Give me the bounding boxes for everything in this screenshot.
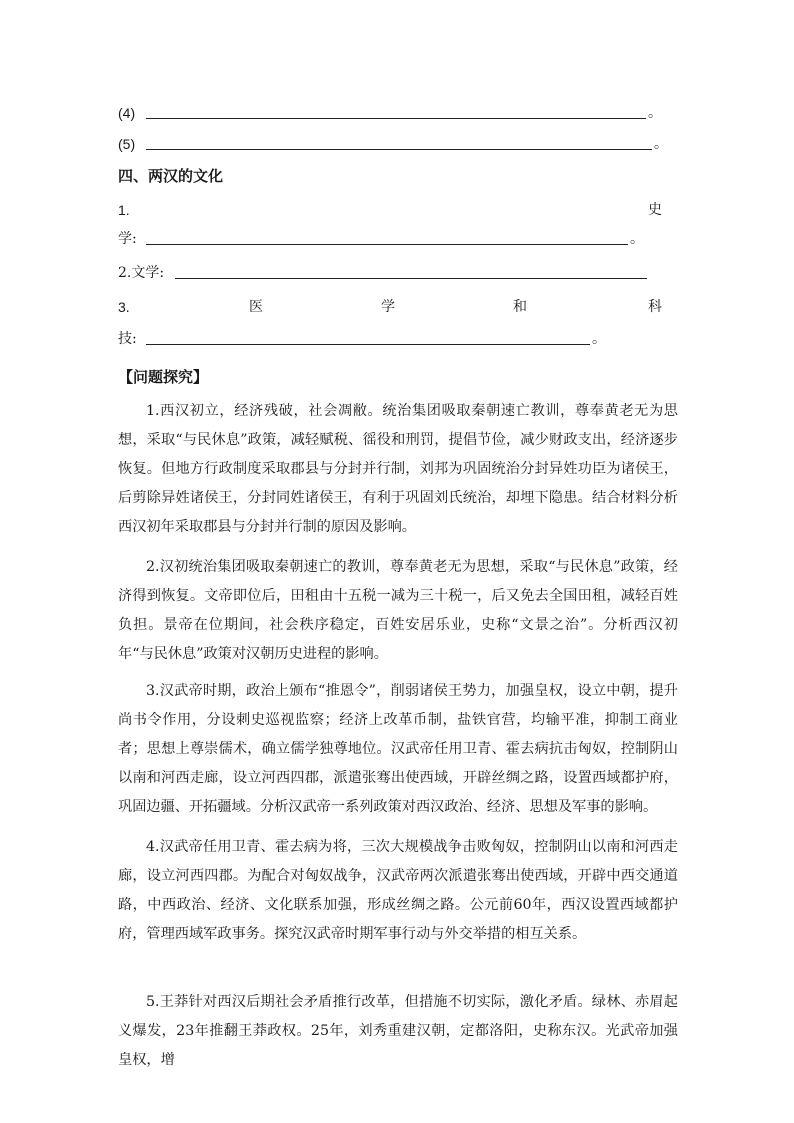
item-4-label: (4) — [118, 105, 136, 121]
yixue-char-xue: 学 — [381, 299, 395, 315]
yixue-char-ke: 科 — [648, 299, 662, 315]
item-4-end: 。 — [648, 105, 662, 121]
explore-paragraph-1: 1.西汉初立，经济残破，社会凋敝。统治集团吸取秦朝速亡教训，尊奉黄老无为思想，采取“与民休息”政策，减轻赋税、徭役和刑罚，提倡节俭，减少财政支出，经济逐步恢复。但地方行政制度采取郡县与分封并行制，刘邦为巩固统治分封异姓功臣为诸侯王，后剪除异姓诸侯王，分封同姓诸侯王，有利于巩固刘氏统治，却埋下隐患。结合材料分析西汉初年采取郡县与分封并行制的原因及影响。 — [118, 403, 678, 535]
explore-paragraph-2: 2.汉初统治集团吸取秦朝速亡的教训，尊奉黄老无为思想，采取“与民休息”政策，经济得到恢复。文帝即位后，田租由十五税一减为三十税一，后又免去全国田租，减轻百姓负担。景帝在位期间，社会秩序稳定，百姓安居乐业，史称“文景之治”。分析西汉初年“与民休息”政策对汉朝历史进程的影响。 — [118, 559, 678, 662]
shixue-char-shi: 史 — [648, 202, 662, 218]
wenxue-label: 2.文学: — [118, 265, 165, 281]
yixue-end: 。 — [592, 331, 606, 347]
yixue-number: 3. — [118, 299, 130, 315]
shixue-number: 1. — [118, 202, 130, 218]
shixue-char-xue: 学: — [118, 231, 137, 247]
explore-paragraph-5: 5.王莽针对西汉后期社会矛盾推行改革，但措施不切实际，激化矛盾。绿林、赤眉起义爆发，23年推翻王莽政权。25年，刘秀重建汉朝，定都洛阳，史称东汉。光武帝加强皇权，增 — [118, 994, 678, 1068]
yixue-char-yi: 医 — [249, 299, 263, 315]
item-5-end: 。 — [654, 136, 668, 152]
wenxue-answer-blank[interactable] — [175, 278, 647, 279]
yixue-char-ji: 技: — [118, 331, 137, 347]
item-4-answer-blank[interactable] — [146, 118, 646, 119]
explore-paragraph-3: 3.汉武帝时期，政治上颁布“推恩令”，削弱诸侯王势力，加强皇权，设立中朝，提升尚书令作用，分设刺史巡视监察；经济上改革币制，盐铁官营，均输平准，抑制工商业者；思想上尊崇儒术，确立儒学独尊地位。汉武帝任用卫青、霍去病抗击匈奴，控制阴山以南和河西走廊，设立河西四郡，派遣张骞出使西域，开辟丝绸之路，设置西域都护府，巩固边疆、开拓疆域。分析汉武帝一系列政策对西汉政治、经济、思想及军事的影响。 — [118, 683, 678, 815]
section-heading-culture: 四、两汉的文化 — [118, 167, 224, 185]
shixue-end: 。 — [630, 231, 644, 247]
yixue-answer-blank[interactable] — [146, 344, 590, 345]
explore-heading: 【问题探究】 — [118, 368, 209, 386]
item-5-label: (5) — [118, 136, 136, 152]
item-5-answer-blank[interactable] — [146, 149, 652, 150]
yixue-char-he: 和 — [513, 299, 527, 315]
shixue-answer-blank[interactable] — [146, 244, 628, 245]
explore-paragraph-4: 4.汉武帝任用卫青、霍去病为将，三次大规模战争击败匈奴，控制阴山以南和河西走廊，设立河西四郡。为配合对匈奴战争，汉武帝两次派遣张骞出使西域，开辟中西交通道路，中西政治、经济、文化联系加强，形成丝绸之路。公元前60年，西汉设置西域都护府，管理西域军政事务。探究汉武帝时期军事行动与外交举措的相互关系。 — [118, 839, 678, 942]
